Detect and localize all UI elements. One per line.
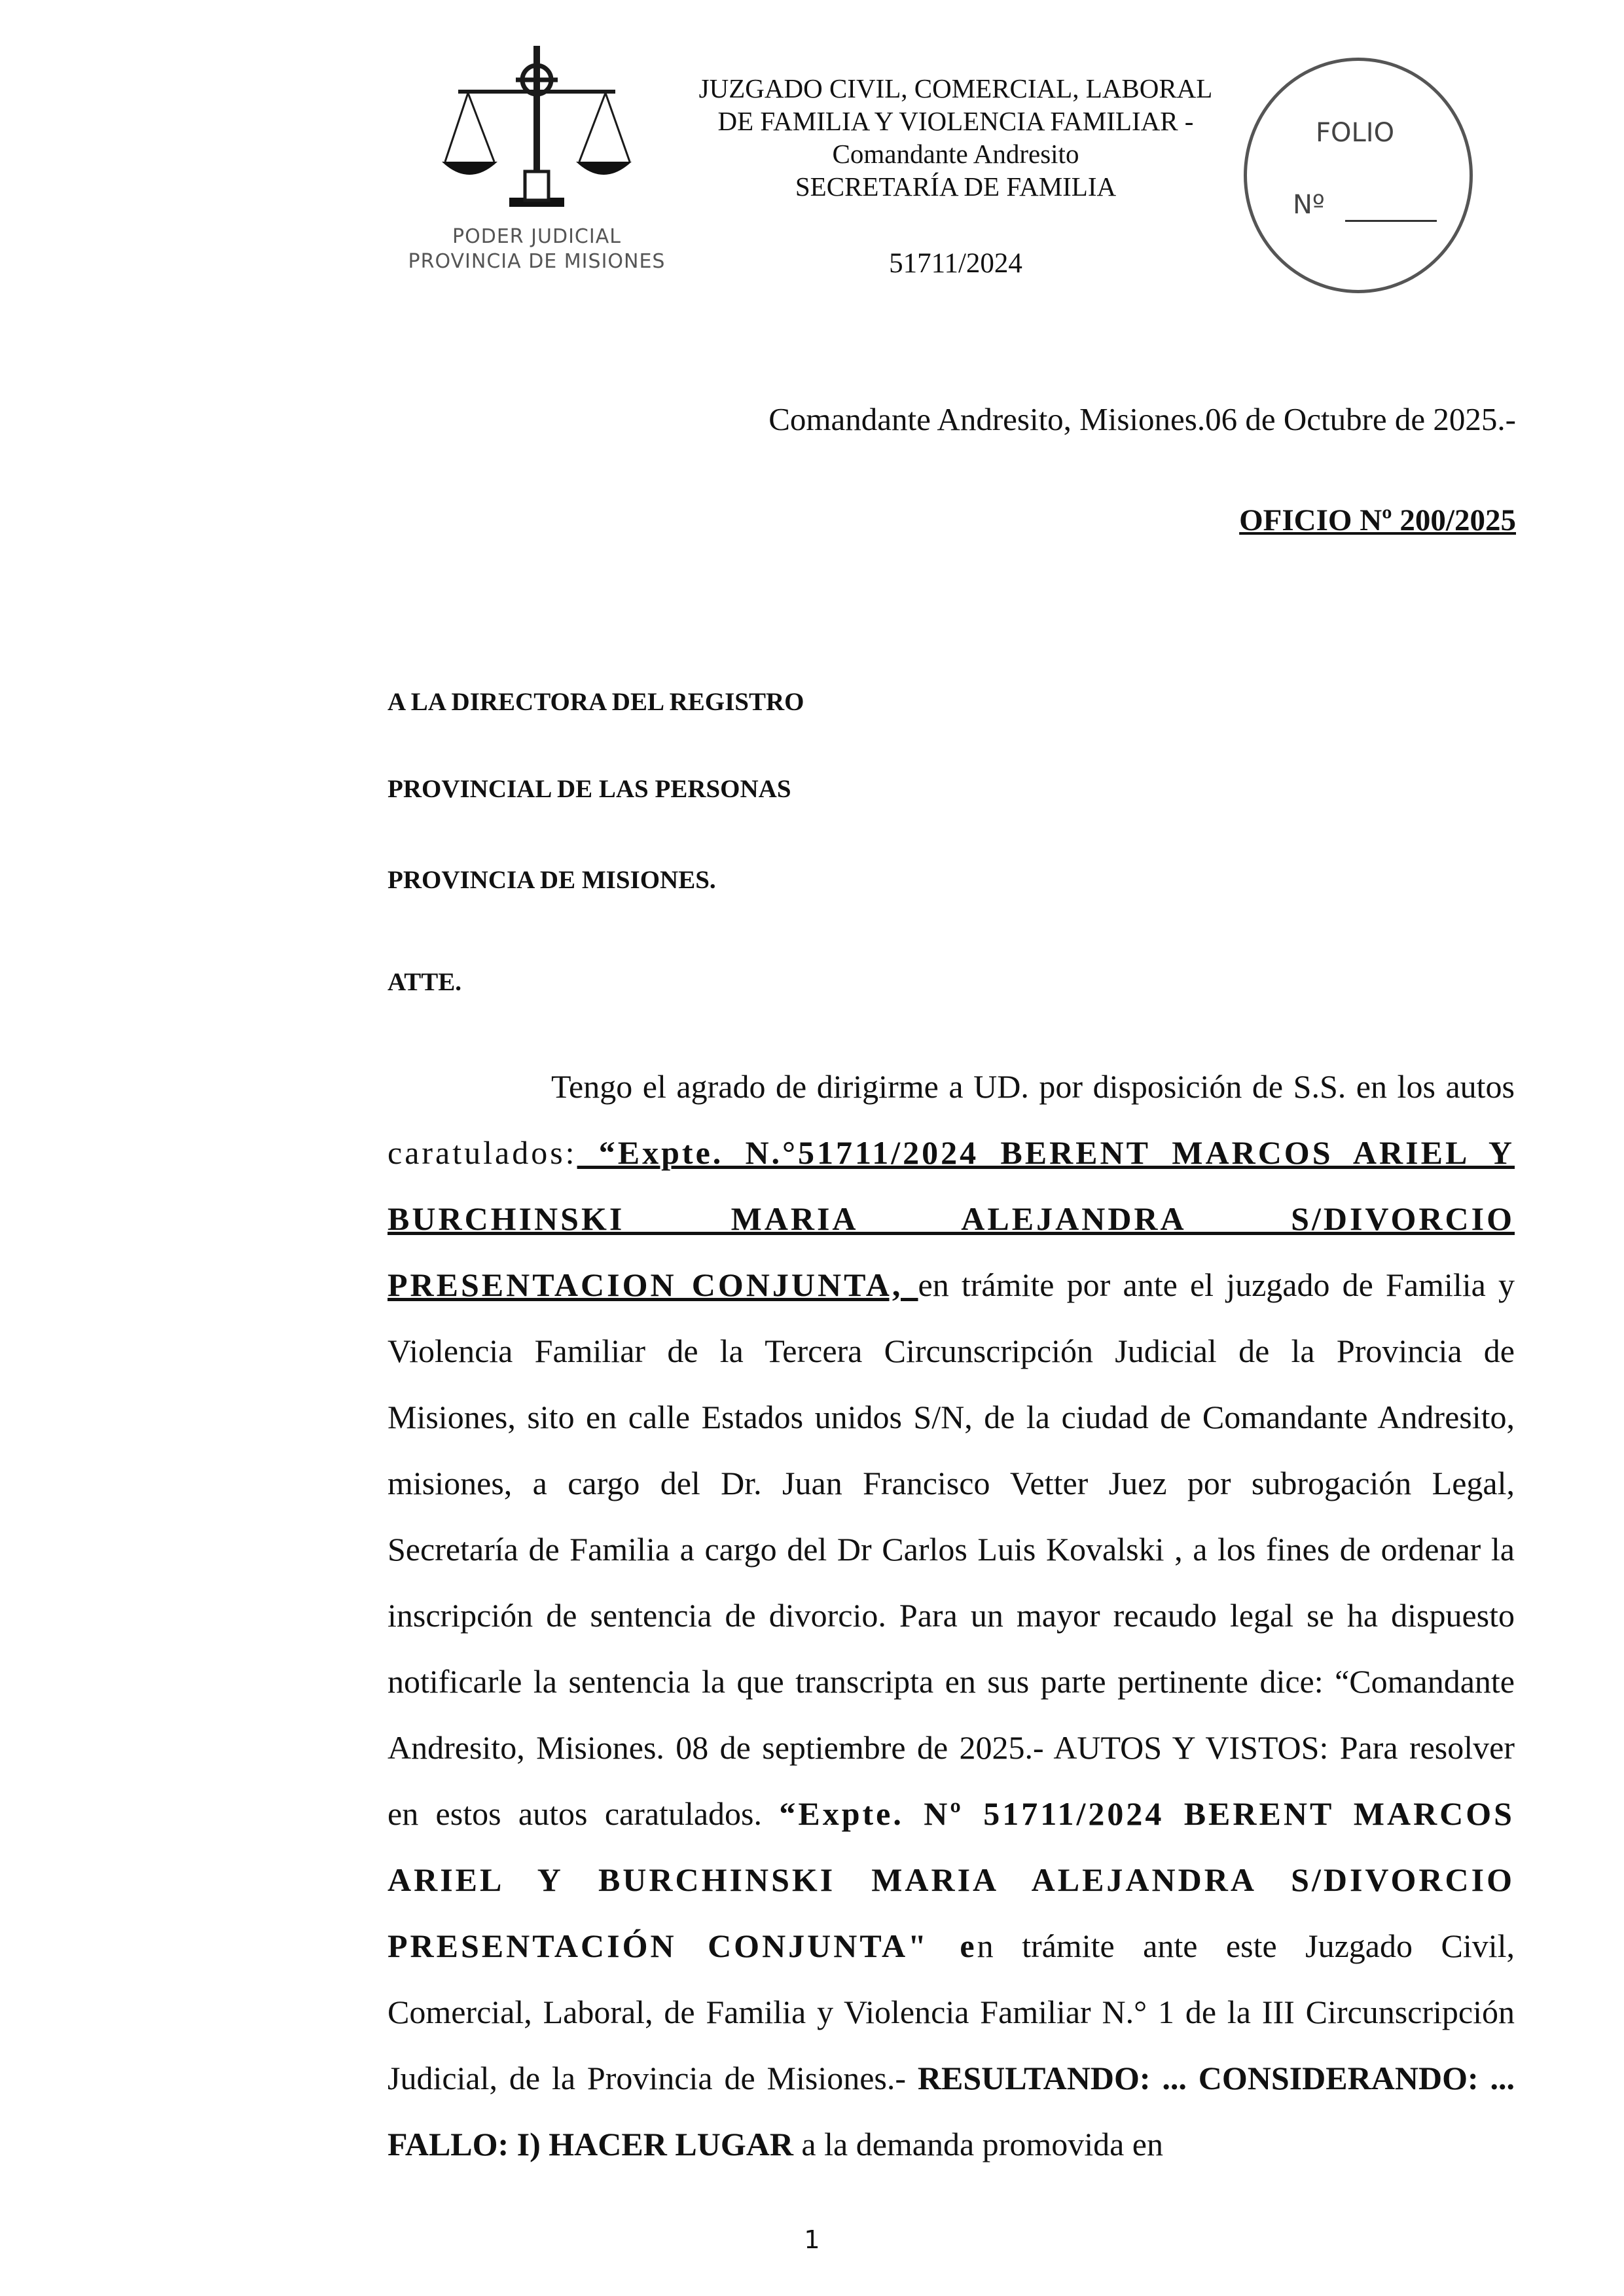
addressee-line-1: A LA DIRECTORA DEL REGISTRO (388, 688, 804, 716)
body-ending: a la demanda promovida en (793, 2126, 1163, 2162)
addressee-line-3: PROVINCIA DE MISIONES. (388, 866, 716, 894)
folio-title: FOLIO (1316, 118, 1395, 148)
ruling-summary: RESULTANDO: ... CONSIDERANDO: ... FALLO: I) HACER LUGAR (388, 2060, 1515, 2162)
case-title-2: “Expte. Nº 51711/2024 BERENT MARCOS ARIEL Y BURCHINSKI MARIA ALEJANDRA S/DIVORCIO PRESENTACIÓN CONJUNTA" e (388, 1795, 1515, 1964)
header-line-3: Comandante Andresito (832, 139, 1079, 169)
folio-number-blank (1345, 220, 1437, 222)
page-number: 1 (804, 2225, 820, 2254)
folio-number-label: Nº (1293, 190, 1325, 220)
body-court-details-2: n trámite ante este Juzgado Civil, Comercial, Laboral, de Familia y Violencia Familiar N.° 1 de la III Circunscripción Judicial, de la Provincia de Misiones.- (388, 1928, 1515, 2096)
seal-line-2: PROVINCIA DE MISIONES (408, 250, 666, 273)
addressee-line-4: ATTE. (388, 968, 462, 996)
court-seal (399, 41, 674, 302)
seal-line-1: PODER JUDICIAL (452, 225, 621, 248)
header-line-2: DE FAMILIA Y VIOLENCIA FAMILIAR - (717, 106, 1194, 136)
body-intro: Tengo el agrado de dirigirme a UD. por disposición de S.S. en los autos (551, 1068, 1515, 1105)
scales-of-justice-icon (432, 41, 641, 217)
place-date: Comandante Andresito, Misiones.06 de Octubre de 2025.- (768, 401, 1516, 437)
body-court-details: en trámite por ante el juzgado de Familia y Violencia Familiar de la Tercera Circunscripción Judicial de la Provincia de Misiones, sito en calle Estados unidos S/N, de la ciudad de Comandante Andresito, misiones, a cargo del Dr. Juan Francisco Vetter Juez por subrogación Legal, Secretaría de Familia a cargo del Dr Carlos Luis Kovalski , a los fines de ordenar la inscripción de sentencia de divorcio. Para un mayor recaudo legal se ha dispuesto notificarle la sentencia la que transcripta en sus parte pertinente dice: “Comandante Andresito, Misiones. 08 de septiembre de 2025.- AUTOS Y VISTOS: Para resolver en estos autos caratulados. (388, 1266, 1515, 1832)
folio-circle (1244, 58, 1473, 293)
court-header (661, 72, 1250, 203)
header-line-4: SECRETARÍA DE FAMILIA (795, 171, 1117, 202)
header-line-1: JUZGADO CIVIL, COMERCIAL, LABORAL (698, 73, 1213, 103)
folio-stamp (1244, 58, 1473, 293)
case-number: 51711/2024 (889, 248, 1022, 279)
body-paragraph (388, 1054, 1515, 2178)
addressee-line-2: PROVINCIAL DE LAS PERSONAS (388, 775, 791, 803)
oficio-number: OFICIO Nº 200/2025 (1239, 503, 1516, 537)
body-caratulados: caratulados: (388, 1134, 577, 1171)
case-title-1: “Expte. N.°51711/2024 BERENT MARCOS ARIEL Y BURCHINSKI MARIA ALEJANDRA S/DIVORCIO PRESENTACION CONJUNTA, (388, 1134, 1515, 1303)
